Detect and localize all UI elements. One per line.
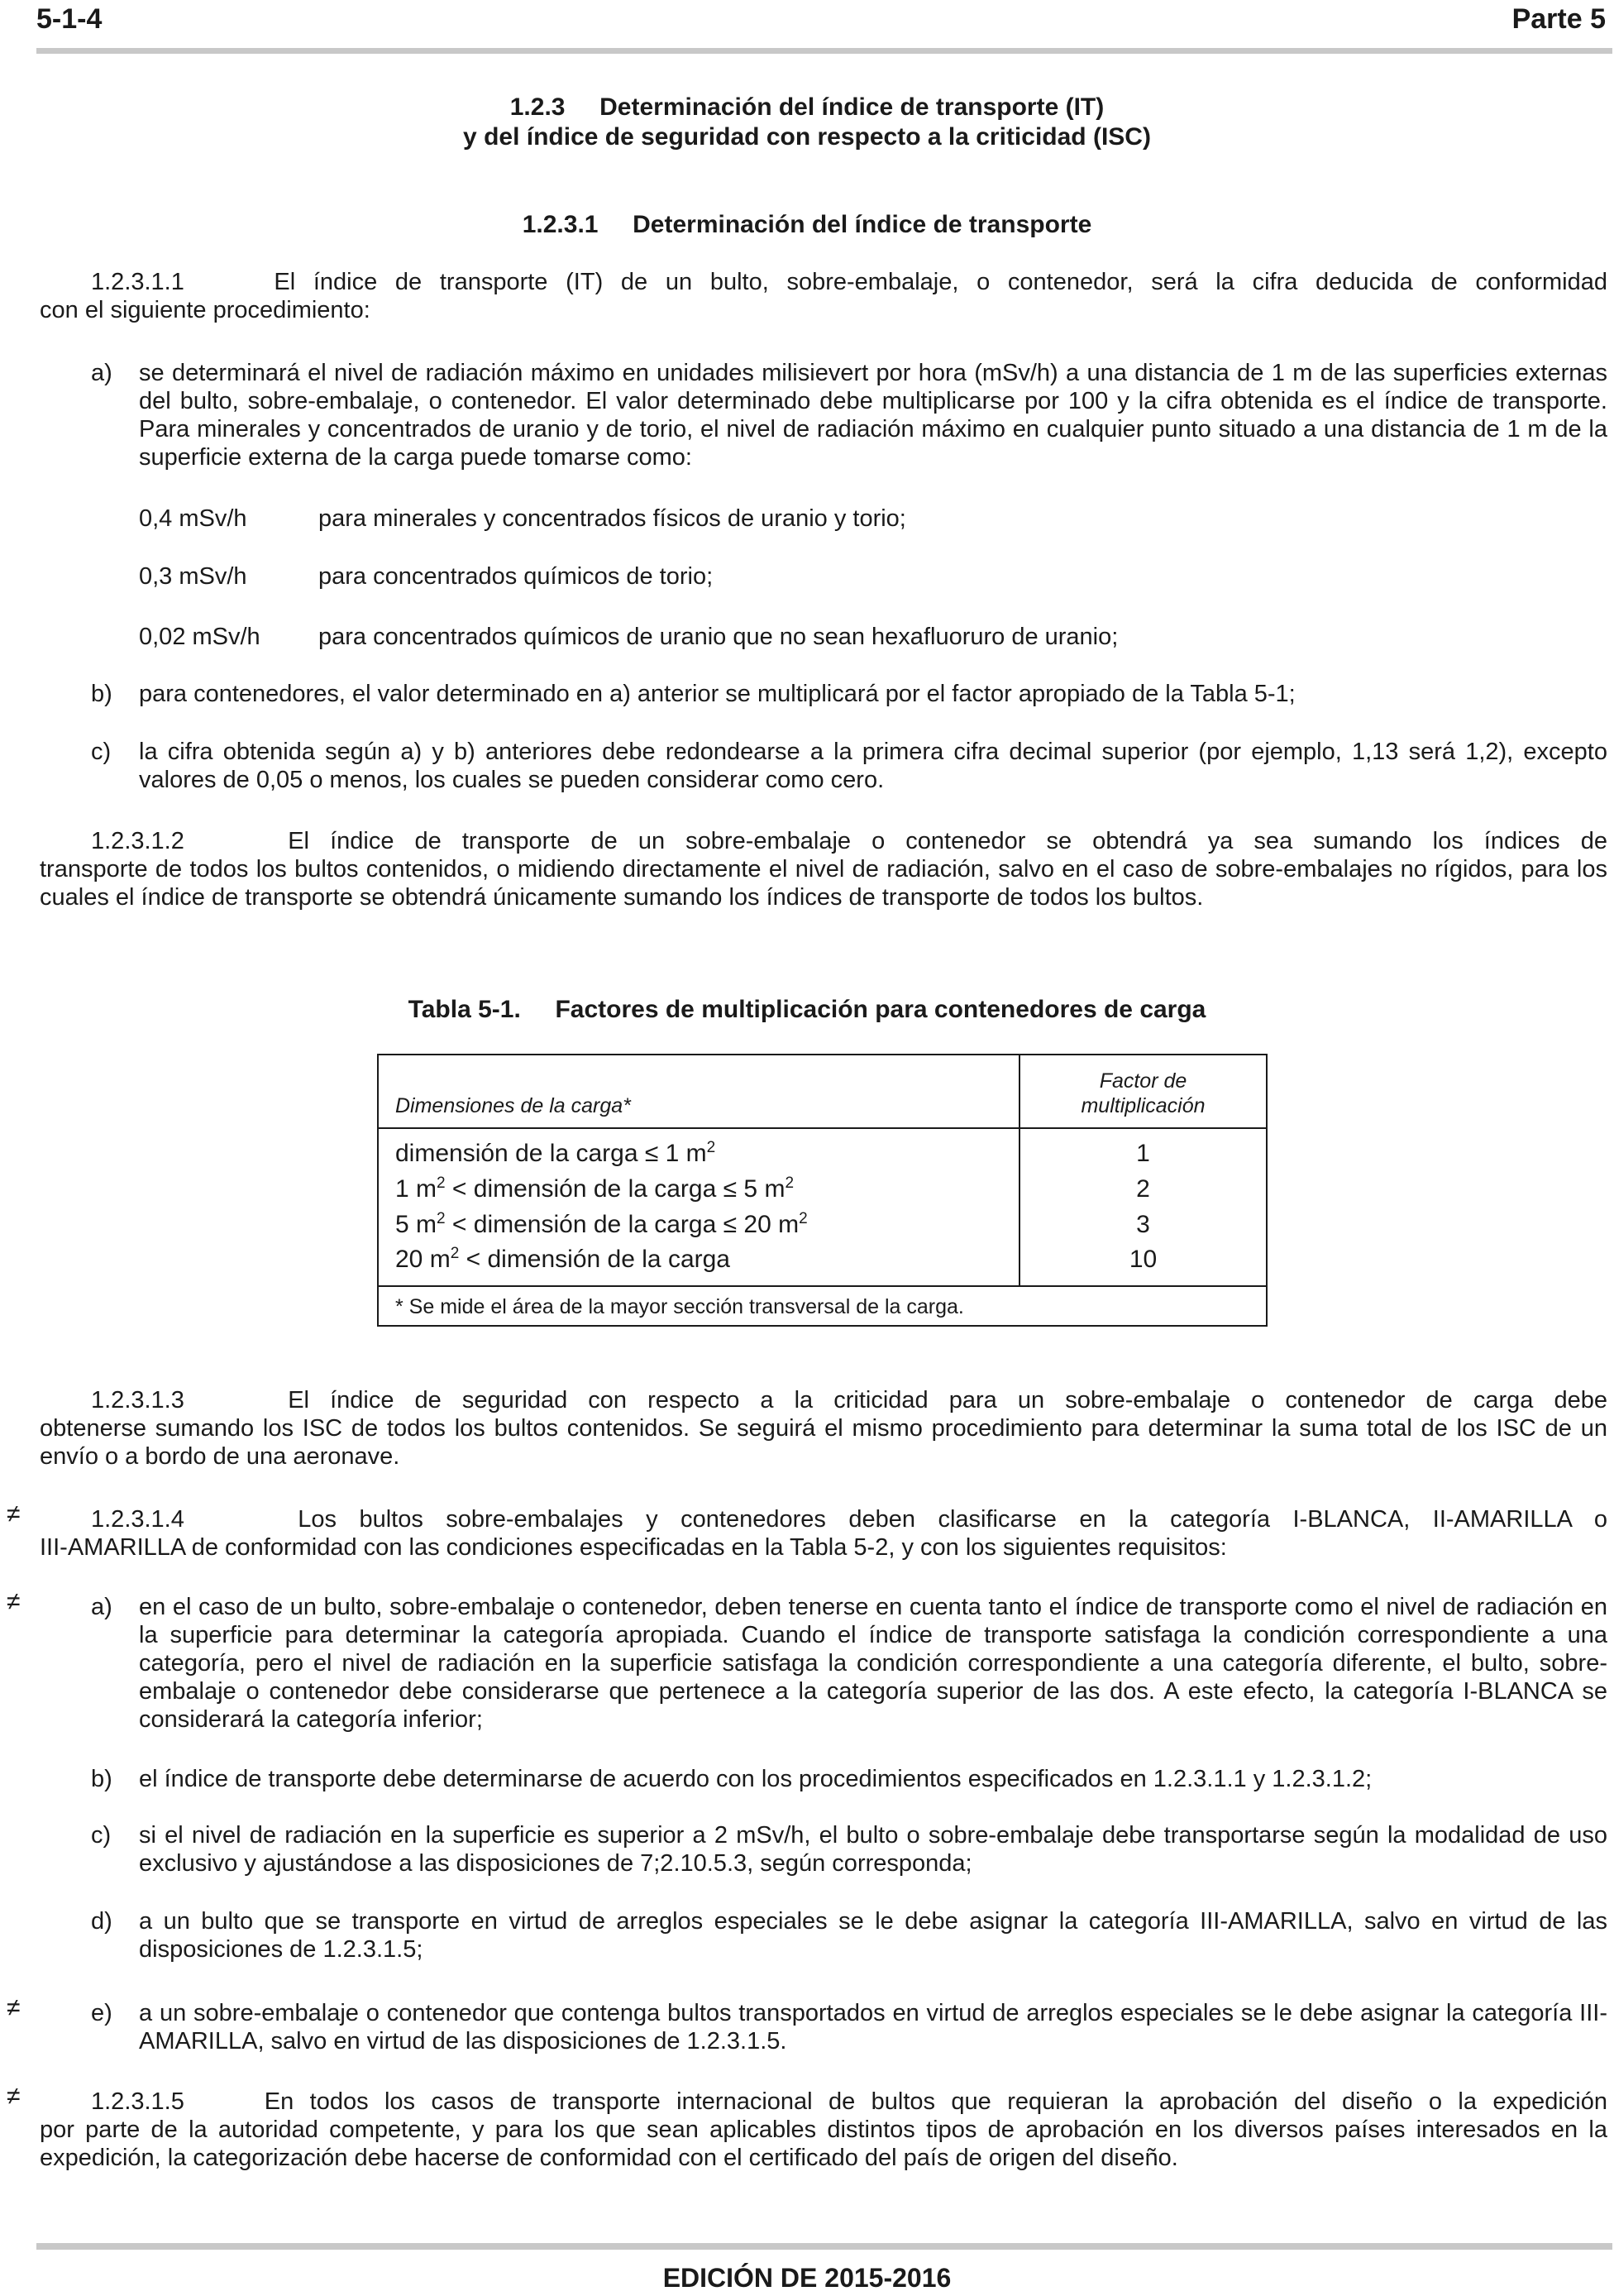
table-row-factor: 3: [1136, 1211, 1150, 1238]
req-c-text: si el nivel de radiación en la superficie es superior a 2 mSv/h, el bulto o sobre-embalaje debe transportarse según la modalidad de uso exclusivo y ajustándose a las disposiciones de 7;2.10.5.3, según corresponda;: [139, 1822, 1607, 1877]
req-e-label: e): [91, 2000, 112, 2026]
req-b-label: b): [91, 1766, 112, 1792]
table-row-factor: 10: [1129, 1246, 1158, 1273]
table-footer-rule: [377, 1285, 1268, 1287]
item-c-label: c): [91, 739, 112, 765]
para-1-2-3-1-1-first-line: 1.2.3.1.1 El índice de transporte (IT) de un bulto, sobre-embalaje, o contenedor, será la cifra deducida de conformidad: [91, 269, 1607, 295]
section-title-line2: y del índice de seguridad con respecto a la criticidad (ISC): [463, 123, 1151, 151]
table-row-dimension: dimensión de la carga ≤ 1 $m^2$: [395, 1139, 716, 1167]
req-a-text: en el caso de un bulto, sobre-embalaje o contenedor, deben tenerse en cuenta tanto el índice de transporte como el nivel de radiación en la superficie para determinar la categoría apropiada. Cuando el índice de transporte satisfaga la condición correspondiente a una categoría, pero el nivel de radiación en la superficie satisfaga la condición correspondiente a una categoría diferente, el bulto, sobre-embalaje o contenedor debe considerarse que pertenece a la categoría superior de las dos. A este efecto, la categoría I-BLANCA se considerará la categoría inferior;: [139, 1594, 1607, 1733]
req-e-text: a un sobre-embalaje o contenedor que contenga bultos transportados en virtud de arreglos especiales se le debe asignar la categoría III-AMARILLA, salvo en virtud de las disposiciones de 1.2.3.1.5.: [139, 2000, 1607, 2054]
rate-value: 0,4 mSv/h: [139, 505, 247, 532]
table-row-factor: 2: [1136, 1175, 1150, 1203]
change-mark: ≠: [7, 1500, 21, 1528]
para-1-2-3-1-1-second-line: con el siguiente procedimiento:: [40, 297, 370, 323]
table-footnote: * Se mide el área de la mayor sección transversal de la carga.: [395, 1295, 964, 1318]
table-header-rule: [377, 1127, 1268, 1129]
rate-value: 0,02 mSv/h: [139, 624, 260, 650]
subsection-title: 1.2.3.1 Determinación del índice de transporte: [522, 211, 1092, 238]
req-d-text: a un bulto que se transporte en virtud de arreglos especiales se le debe asignar la categoría III-AMARILLA, salvo en virtud de las disposiciones de 1.2.3.1.5;: [139, 1908, 1607, 1963]
item-b-text: para contenedores, el valor determinado en a) anterior se multiplicará por el factor apropiado de la Tabla 5-1;: [139, 681, 1296, 707]
table-row-factor: 1: [1136, 1140, 1150, 1167]
rate-description: para concentrados químicos de uranio que no sean hexafluoruro de uranio;: [318, 624, 1119, 650]
para-1-2-3-1-4-first-line: 1.2.3.1.4 Los bultos sobre-embalajes y contenedores deben clasificarse en la categoría I-BLANCA, II-AMARILLA o: [91, 1506, 1607, 1533]
para-1-2-3-1-5-text: por parte de la autoridad competente, y para los que sean aplicables distintos tipos de aprobación en los diversos países interesados en la expedición, la categorización debe hacerse de conformidad con el certificado del país de origen del diseño.: [40, 2117, 1607, 2171]
rate-description: para concentrados químicos de torio;: [318, 563, 714, 590]
req-b-text: el índice de transporte debe determinarse de acuerdo con los procedimientos especificados en 1.2.3.1.1 y 1.2.3.1.2;: [139, 1766, 1373, 1792]
rate-description: para minerales y concentrados físicos de uranio y torio;: [318, 505, 906, 532]
para-1-2-3-1-3-text: obtenerse sumando los ISC de todos los bultos contenidos. Se seguirá el mismo procedimiento para determinar la suma total de los ISC de un envío o a bordo de una aeronave.: [40, 1415, 1607, 1470]
req-c-label: c): [91, 1822, 112, 1849]
table-header-factor-line2: multiplicación: [1081, 1094, 1206, 1117]
part-label: Parte 5: [1511, 3, 1606, 35]
change-mark: ≠: [7, 1994, 21, 2021]
footer-rule: [36, 2243, 1612, 2250]
para-1-2-3-1-5-first-line: 1.2.3.1.5 En todos los casos de transporte internacional de bultos que requieran la aprobación del diseño o la expedición: [91, 2088, 1607, 2115]
change-mark: ≠: [7, 2083, 21, 2110]
table-header-factor-line1: Factor de: [1099, 1069, 1187, 1093]
para-1-2-3-1-4-text: III-AMARILLA de conformidad con las condiciones especificadas en la Tabla 5-2, y con los siguientes requisitos:: [40, 1534, 1227, 1561]
rate-value: 0,3 mSv/h: [139, 563, 247, 590]
header-rule: [36, 48, 1612, 54]
para-1-2-3-1-3-first-line: 1.2.3.1.3 El índice de seguridad con respecto a la criticidad para un sobre-embalaje o contenedor de carga debe: [91, 1387, 1607, 1413]
item-b-label: b): [91, 681, 112, 707]
table-row-dimension: 5 $m^2$ < dimensión de la carga ≤ 20 $m^2$: [395, 1210, 808, 1238]
item-a-text: se determinará el nivel de radiación máximo en unidades milisievert por hora (mSv/h) a una distancia de 1 m de las superficies externas del bulto, sobre-embalaje, o contenedor. El valor determinado debe multiplicarse por 100 y la cifra obtenida es el índice de transporte. Para minerales y concentrados de uranio y de torio, el nivel de radiación máximo en cualquier punto situado a una distancia de 1 m de la superficie externa de la carga puede tomarse como:: [139, 360, 1607, 471]
page-number: 5-1-4: [36, 3, 103, 35]
edition-label: EDICIÓN DE 2015-2016: [662, 2263, 952, 2293]
table-caption: Tabla 5-1. Factores de multiplicación para contenedores de carga: [408, 996, 1206, 1023]
req-d-label: d): [91, 1908, 112, 1935]
section-title-line1: 1.2.3 Determinación del índice de transporte (IT): [509, 93, 1105, 121]
change-mark: ≠: [7, 1588, 21, 1615]
item-a-label: a): [91, 360, 112, 386]
para-1-2-3-1-2-first-line: 1.2.3.1.2 El índice de transporte de un sobre-embalaje o contenedor se obtendrá ya sea sumando los índices de: [91, 828, 1607, 854]
para-1-2-3-1-2-text: transporte de todos los bultos contenidos, o midiendo directamente el nivel de radiación, salvo en el caso de sobre-embalajes no rígidos, para los cuales el índice de transporte se obtendrá únicamente sumando los índices de transporte de todos los bultos.: [40, 856, 1607, 911]
item-c-text: la cifra obtenida según a) y b) anteriores debe redondearse a la primera cifra decimal superior (por ejemplo, 1,13 será 1,2), excepto valores de 0,05 o menos, los cuales se pueden considerar como cero.: [139, 739, 1607, 793]
table-header-dimensions: Dimensiones de la carga*: [395, 1094, 631, 1117]
table-row-dimension: 1 $m^2$ < dimensión de la carga ≤ 5 $m^2$: [395, 1174, 795, 1203]
table-row-dimension: 20 $m^2$ < dimensión de la carga: [395, 1245, 730, 1273]
req-a-label: a): [91, 1594, 112, 1620]
